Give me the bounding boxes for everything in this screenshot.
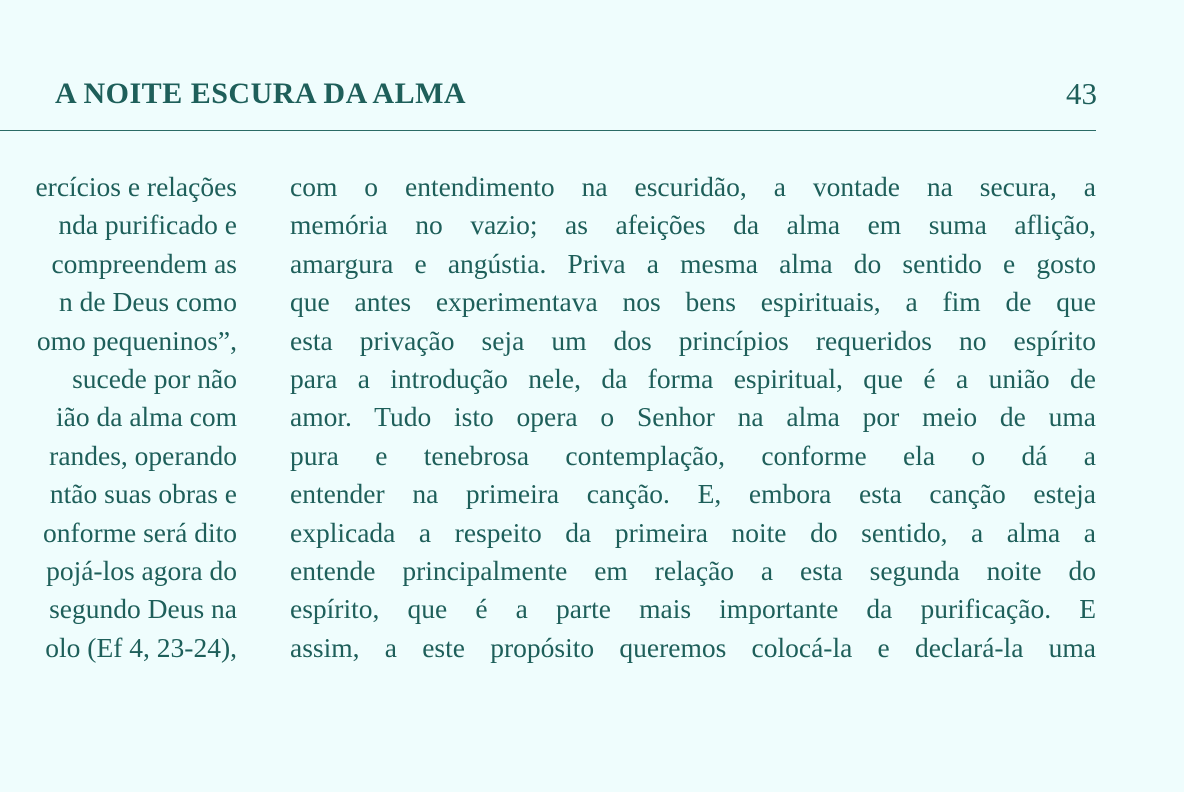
text-line: entende principalmente em relação a esta segunda noite do (290, 554, 1096, 586)
text-line: com o entendimento na escuridão, a vontade na secura, a (290, 171, 1096, 202)
text-line: ião da alma com (56, 401, 237, 433)
text-line: omo pequeninos”, (36, 324, 237, 356)
text-line: pojá-los agora do (46, 554, 237, 586)
text-line: amargura e angústia. Priva a mesma alma do sentido e gosto (290, 247, 1096, 279)
text-line: onforme será dito (43, 516, 237, 548)
text-line: compreendem as (51, 247, 237, 279)
text-line: pura e tenebrosa contemplação, conforme ela o dá a (290, 439, 1096, 471)
text-line: olo (Ef 4, 23-24), (45, 631, 237, 663)
text-line: amor. Tudo isto opera o Senhor na alma por meio de uma (290, 401, 1096, 433)
text-line: n de Deus como (59, 286, 237, 318)
text-line: entender na primeira canção. E, embora esta canção esteja (290, 478, 1096, 510)
text-line: esta privação seja um dos princípios requeridos no espírito (290, 324, 1096, 356)
header-divider (0, 130, 1096, 131)
text-line: sucede por não (72, 362, 237, 394)
text-line: segundo Deus na (49, 593, 237, 625)
running-title: A NOITE ESCURA DA ALMA (55, 77, 467, 110)
text-line: para a introdução nele, da forma espiritual, que é a união de (290, 362, 1096, 394)
page-header (55, 74, 1097, 114)
left-text-column (0, 168, 237, 667)
text-line: memória no vazio; as afeições da alma em suma aflição, (290, 209, 1096, 241)
text-line: ercícios e relações (35, 171, 237, 202)
page-number: 43 (1066, 76, 1097, 111)
text-line: ntão suas obras e (49, 478, 237, 510)
text-line: explicada a respeito da primeira noite do sentido, a alma a (290, 516, 1096, 548)
text-line: espírito, que é a parte mais importante da purificação. E (290, 593, 1096, 625)
right-text-column (290, 168, 1096, 667)
text-line: randes, operando (49, 439, 237, 471)
text-line: assim, a este propósito queremos colocá-la e declará-la uma (290, 631, 1096, 663)
text-line: que antes experimentava nos bens espirituais, a fim de que (290, 286, 1096, 318)
text-line: nda purificado e (58, 209, 237, 241)
